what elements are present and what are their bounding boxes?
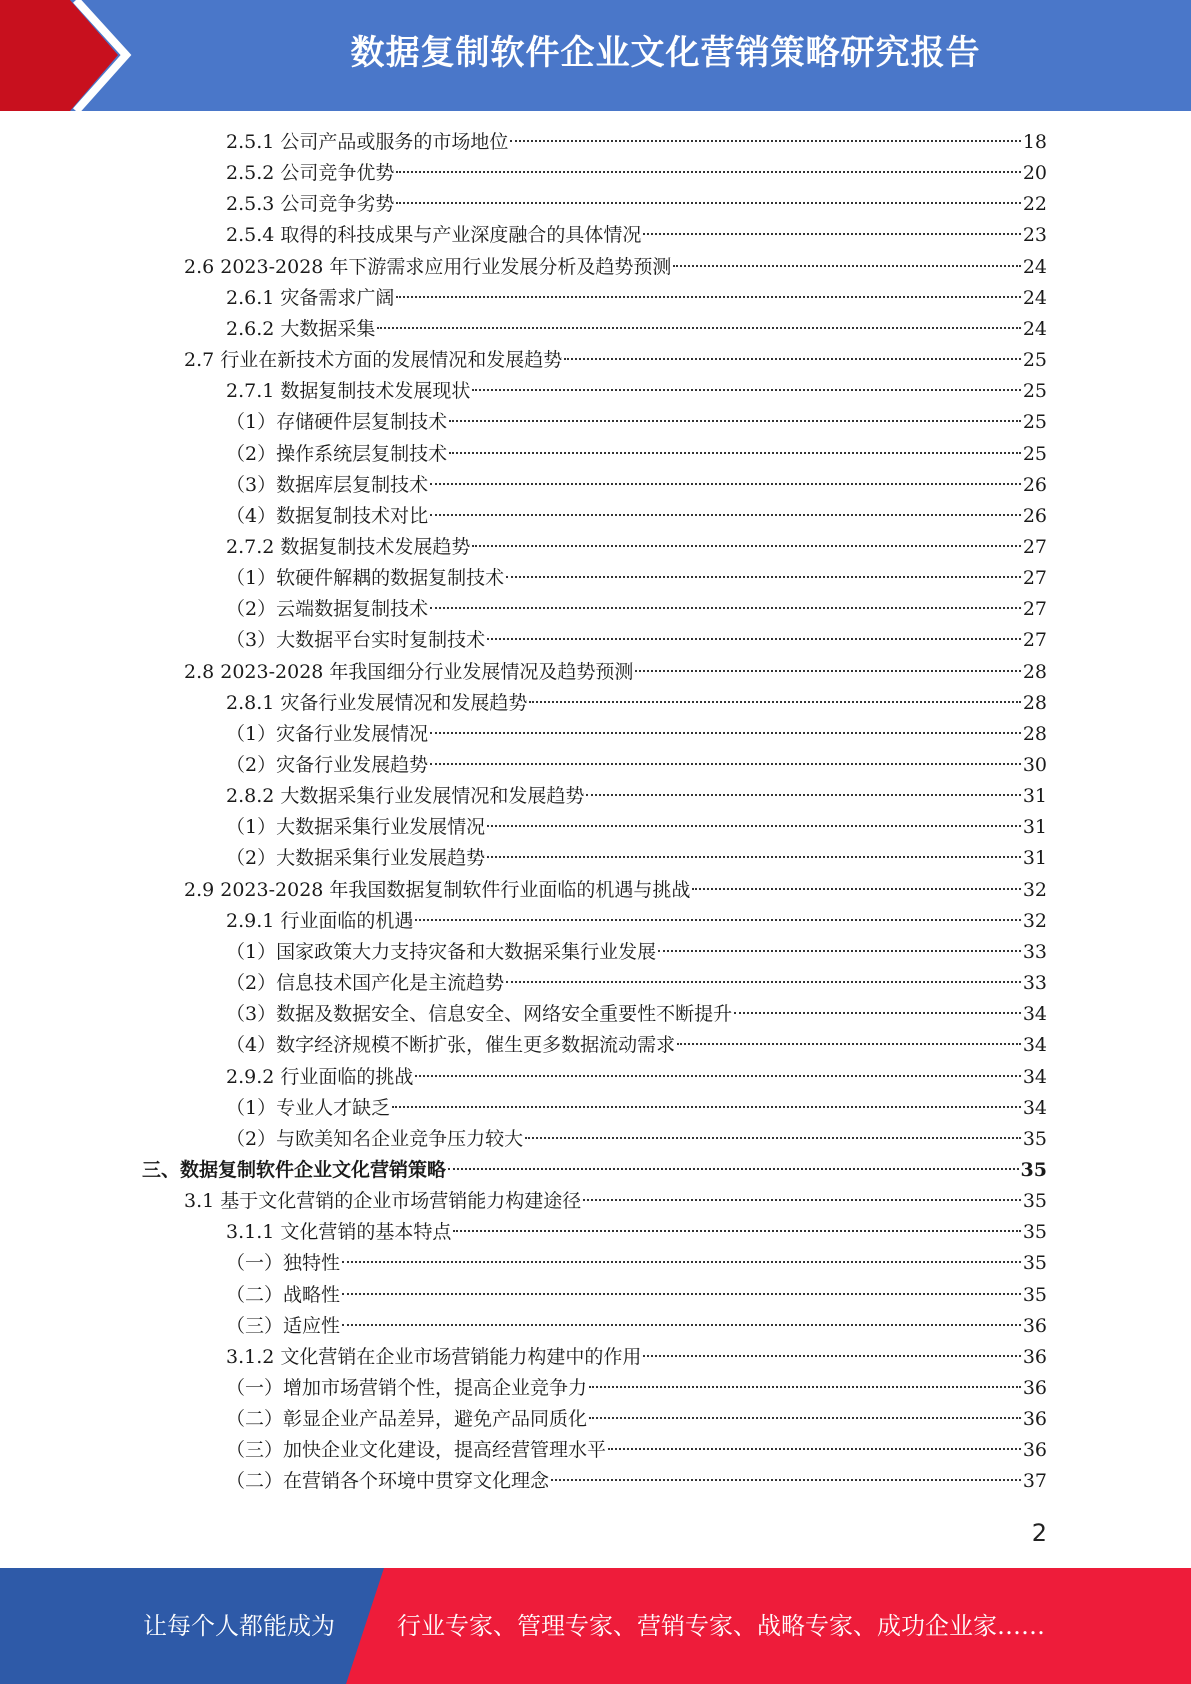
toc-entry-title: （3）大数据平台实时复制技术 [226, 629, 486, 651]
toc-entry-page: 20 [1022, 162, 1047, 184]
toc-entry-page: 35 [1022, 1221, 1047, 1243]
toc-dot-leader [449, 419, 1021, 422]
toc-entry-page: 34 [1022, 1003, 1047, 1025]
toc-entry-page: 24 [1022, 256, 1047, 278]
toc-entry-page: 24 [1022, 318, 1047, 340]
toc-entry[interactable] [226, 1342, 1047, 1373]
toc-dot-leader [692, 887, 1020, 890]
toc-entry-page: 27 [1022, 598, 1047, 620]
toc-entry[interactable] [226, 563, 1047, 594]
toc-entry[interactable] [226, 470, 1047, 501]
toc-dot-leader [506, 575, 1021, 578]
toc-entry[interactable] [226, 1248, 1047, 1279]
toc-entry-page: 28 [1022, 661, 1047, 683]
toc-entry-title: （三）适应性 [226, 1315, 341, 1337]
toc-entry[interactable] [226, 594, 1047, 625]
toc-entry-title: （3）数据库层复制技术 [226, 474, 429, 496]
toc-dot-leader [415, 1074, 1020, 1077]
toc-entry[interactable] [226, 376, 1047, 407]
footer-slogan-left: 让每个人都能成为 [143, 1612, 335, 1640]
toc-entry-page: 31 [1022, 816, 1047, 838]
toc-entry-page: 32 [1022, 910, 1047, 932]
toc-entry[interactable] [226, 127, 1047, 158]
toc-dot-leader [377, 326, 1020, 329]
toc-entry-title: 2.8.1 灾备行业发展情况和发展趋势 [226, 692, 528, 714]
toc-entry-title: （2）云端数据复制技术 [226, 598, 429, 620]
toc-entry-page: 26 [1022, 505, 1047, 527]
toc-entry[interactable] [226, 501, 1047, 532]
toc-entry-title: （1）国家政策大力支持灾备和大数据采集行业发展 [226, 941, 657, 963]
toc-dot-leader [396, 295, 1020, 298]
toc-entry[interactable] [184, 252, 1047, 283]
toc-dot-leader [551, 1478, 1021, 1481]
toc-dot-leader [589, 1416, 1021, 1419]
toc-entry-title: 三、数据复制软件企业文化营销策略 [142, 1159, 447, 1181]
toc-entry[interactable] [226, 1217, 1047, 1248]
toc-entry[interactable] [226, 314, 1047, 345]
toc-entry-title: 3.1 基于文化营销的企业市场营销能力构建途径 [184, 1190, 582, 1212]
toc-dot-leader [453, 1229, 1020, 1232]
toc-entry-title: （三）加快企业文化建设，提高经营管理水平 [226, 1439, 607, 1461]
toc-entry-page: 32 [1022, 879, 1047, 901]
toc-entry[interactable] [184, 875, 1047, 906]
toc-dot-leader [677, 1042, 1021, 1045]
toc-entry-title: （3）数据及数据安全、信息安全、网络安全重要性不断提升 [226, 1003, 733, 1025]
toc-entry-page: 34 [1022, 1066, 1047, 1088]
toc-dot-leader [487, 824, 1021, 827]
toc-entry-page: 36 [1022, 1315, 1047, 1337]
toc-dot-leader [643, 1354, 1020, 1357]
toc-dot-leader [643, 232, 1020, 235]
toc-entry[interactable] [226, 719, 1047, 750]
toc-dot-leader [430, 731, 1021, 734]
toc-entry[interactable] [226, 407, 1047, 438]
toc-entry[interactable] [226, 1373, 1047, 1404]
toc-entry-page: 30 [1022, 754, 1047, 776]
toc-entry-page: 28 [1022, 723, 1047, 745]
toc-entry-title: 2.5.2 公司竞争优势 [226, 162, 395, 184]
toc-entry[interactable] [184, 1186, 1047, 1217]
toc-entry[interactable] [142, 1155, 1047, 1186]
toc-entry[interactable] [226, 220, 1047, 251]
toc-dot-leader [673, 264, 1020, 267]
toc-entry[interactable] [226, 1124, 1047, 1155]
toc-entry[interactable] [226, 439, 1047, 470]
toc-entry-title: 2.5.1 公司产品或服务的市场地位 [226, 131, 509, 153]
toc-entry-page: 24 [1022, 287, 1047, 309]
toc-entry-title: 2.5.4 取得的科技成果与产业深度融合的具体情况 [226, 224, 642, 246]
toc-dot-leader [430, 606, 1021, 609]
toc-entry[interactable] [226, 1435, 1047, 1466]
toc-dot-leader [342, 1260, 1021, 1263]
toc-entry[interactable] [226, 1404, 1047, 1435]
toc-entry[interactable] [226, 1030, 1047, 1061]
toc-entry-page: 27 [1022, 629, 1047, 651]
toc-entry-page: 25 [1022, 411, 1047, 433]
toc-entry-page: 31 [1022, 847, 1047, 869]
toc-entry[interactable] [226, 968, 1047, 999]
toc-entry-title: （二）在营销各个环境中贯穿文化理念 [226, 1470, 550, 1492]
toc-entry[interactable] [226, 1093, 1047, 1124]
toc-entry[interactable] [226, 750, 1047, 781]
toc-entry-title: （1）存储硬件层复制技术 [226, 411, 448, 433]
toc-dot-leader [342, 1292, 1021, 1295]
toc-dot-leader [734, 1011, 1021, 1014]
toc-entry-title: 2.7 行业在新技术方面的发展情况和发展趋势 [184, 349, 563, 371]
toc-entry[interactable] [226, 1280, 1047, 1311]
toc-entry-page: 27 [1022, 567, 1047, 589]
toc-entry-title: （1）灾备行业发展情况 [226, 723, 429, 745]
toc-entry-title: （1）软硬件解耦的数据复制技术 [226, 567, 505, 589]
toc-dot-leader [342, 1323, 1021, 1326]
toc-dot-leader [589, 1385, 1021, 1388]
toc-entry[interactable] [226, 688, 1047, 719]
toc-dot-leader [506, 980, 1021, 983]
toc-entry-title: 2.6.2 大数据采集 [226, 318, 376, 340]
toc-entry-page: 28 [1022, 692, 1047, 714]
toc-dot-leader [658, 949, 1021, 952]
page-number: 2 [1031, 1519, 1047, 1547]
toc-dot-leader [448, 1167, 1019, 1170]
toc-dot-leader [487, 855, 1021, 858]
footer-slogan-right: 行业专家、管理专家、营销专家、战略专家、成功企业家…… [397, 1612, 1045, 1640]
toc-entry-page: 34 [1022, 1097, 1047, 1119]
toc-entry-page: 36 [1022, 1408, 1047, 1430]
toc-entry-title: 2.9 2023-2028 年我国数据复制软件行业面临的机遇与挑战 [184, 879, 691, 901]
toc-entry-page: 35 [1022, 1252, 1047, 1274]
toc-entry-title: （2）大数据采集行业发展趋势 [226, 847, 486, 869]
toc-dot-leader [510, 139, 1020, 142]
toc-entry-page: 25 [1022, 443, 1047, 465]
toc-entry[interactable] [226, 906, 1047, 937]
toc-entry-title: 2.6 2023-2028 年下游需求应用行业发展分析及趋势预测 [184, 256, 672, 278]
toc-entry-page: 36 [1022, 1346, 1047, 1368]
toc-entry-title: 2.6.1 灾备需求广阔 [226, 287, 395, 309]
toc-entry[interactable] [226, 532, 1047, 563]
toc-entry-page: 34 [1022, 1034, 1047, 1056]
toc-entry-title: 2.8.2 大数据采集行业发展情况和发展趋势 [226, 785, 585, 807]
toc-entry[interactable] [226, 189, 1047, 220]
toc-entry-title: （二）战略性 [226, 1284, 341, 1306]
toc-dot-leader [529, 700, 1020, 703]
toc-dot-leader [586, 793, 1020, 796]
toc-entry-page: 35 [1022, 1284, 1047, 1306]
toc-entry-page: 35 [1022, 1128, 1047, 1150]
toc-entry[interactable] [184, 345, 1047, 376]
toc-dot-leader [472, 388, 1020, 391]
toc-entry[interactable] [226, 1466, 1047, 1497]
toc-entry-page: 18 [1022, 131, 1047, 153]
toc-entry-title: 3.1.2 文化营销在企业市场营销能力构建中的作用 [226, 1346, 642, 1368]
toc-entry-title: （一）独特性 [226, 1252, 341, 1274]
toc-entry-title: （二）彰显企业产品差异，避免产品同质化 [226, 1408, 588, 1430]
page-footer [0, 1568, 1191, 1684]
toc-entry-page: 37 [1022, 1470, 1047, 1492]
toc-entry-page: 27 [1022, 536, 1047, 558]
toc-entry[interactable] [226, 158, 1047, 189]
toc-entry-title: 2.9.1 行业面临的机遇 [226, 910, 414, 932]
toc-entry-page: 33 [1022, 972, 1047, 994]
report-title: 数据复制软件企业文化营销策略研究报告 [350, 33, 981, 73]
toc-entry[interactable] [226, 283, 1047, 314]
toc-entry[interactable] [226, 1311, 1047, 1342]
toc-entry-title: 2.8 2023-2028 年我国细分行业发展情况及趋势预测 [184, 661, 634, 683]
toc-dot-leader [430, 513, 1021, 516]
toc-entry[interactable] [226, 843, 1047, 874]
toc-entry-title: （1）大数据采集行业发展情况 [226, 816, 486, 838]
toc-dot-leader [472, 544, 1020, 547]
toc-dot-leader [564, 357, 1021, 360]
toc-entry-page: 26 [1022, 474, 1047, 496]
toc-dot-leader [487, 637, 1021, 640]
toc-entry-page: 22 [1022, 193, 1047, 215]
toc-entry-page: 35 [1020, 1159, 1047, 1181]
toc-entry-title: （一）增加市场营销个性，提高企业竞争力 [226, 1377, 588, 1399]
toc-entry-title: 3.1.1 文化营销的基本特点 [226, 1221, 452, 1243]
toc-entry-title: 2.5.3 公司竞争劣势 [226, 193, 395, 215]
toc-entry-title: （2）灾备行业发展趋势 [226, 754, 429, 776]
toc-dot-leader [608, 1447, 1021, 1450]
toc-entry-title: 2.9.2 行业面临的挑战 [226, 1066, 414, 1088]
toc-dot-leader [583, 1198, 1021, 1201]
toc-entry-page: 36 [1022, 1439, 1047, 1461]
toc-entry-page: 25 [1022, 380, 1047, 402]
toc-entry-title: （2）与欧美知名企业竞争压力较大 [226, 1128, 524, 1150]
toc-entry-title: （2）操作系统层复制技术 [226, 443, 448, 465]
toc-entry[interactable] [226, 1062, 1047, 1093]
toc-entry-title: （4）数字经济规模不断扩张，催生更多数据流动需求 [226, 1034, 676, 1056]
toc-entry[interactable] [226, 937, 1047, 968]
toc-entry-title: （4）数据复制技术对比 [226, 505, 429, 527]
toc-dot-leader [635, 669, 1020, 672]
toc-entry-title: 2.7.2 数据复制技术发展趋势 [226, 536, 471, 558]
toc-dot-leader [525, 1136, 1021, 1139]
toc-dot-leader [415, 918, 1020, 921]
header-chevron-decoration [0, 0, 148, 111]
toc-entry[interactable] [226, 781, 1047, 812]
toc-dot-leader [396, 201, 1020, 204]
toc-entry[interactable] [226, 999, 1047, 1030]
toc-entry-title: 2.7.1 数据复制技术发展现状 [226, 380, 471, 402]
toc-dot-leader [430, 482, 1021, 485]
toc-entry-title: （1）专业人才缺乏 [226, 1097, 391, 1119]
toc-entry[interactable] [226, 625, 1047, 656]
page-header [0, 0, 1191, 111]
toc-entry[interactable] [226, 812, 1047, 843]
toc-entry-page: 36 [1022, 1377, 1047, 1399]
toc-entry-page: 31 [1022, 785, 1047, 807]
toc-entry-title: （2）信息技术国产化是主流趋势 [226, 972, 505, 994]
toc-dot-leader [396, 170, 1020, 173]
toc-entry[interactable] [184, 657, 1047, 688]
toc-dot-leader [392, 1105, 1021, 1108]
toc-entry-page: 25 [1022, 349, 1047, 371]
toc-entry-page: 23 [1022, 224, 1047, 246]
toc-dot-leader [430, 762, 1021, 765]
toc-entry-page: 33 [1022, 941, 1047, 963]
toc-entry-page: 35 [1022, 1190, 1047, 1212]
toc-dot-leader [449, 451, 1021, 454]
